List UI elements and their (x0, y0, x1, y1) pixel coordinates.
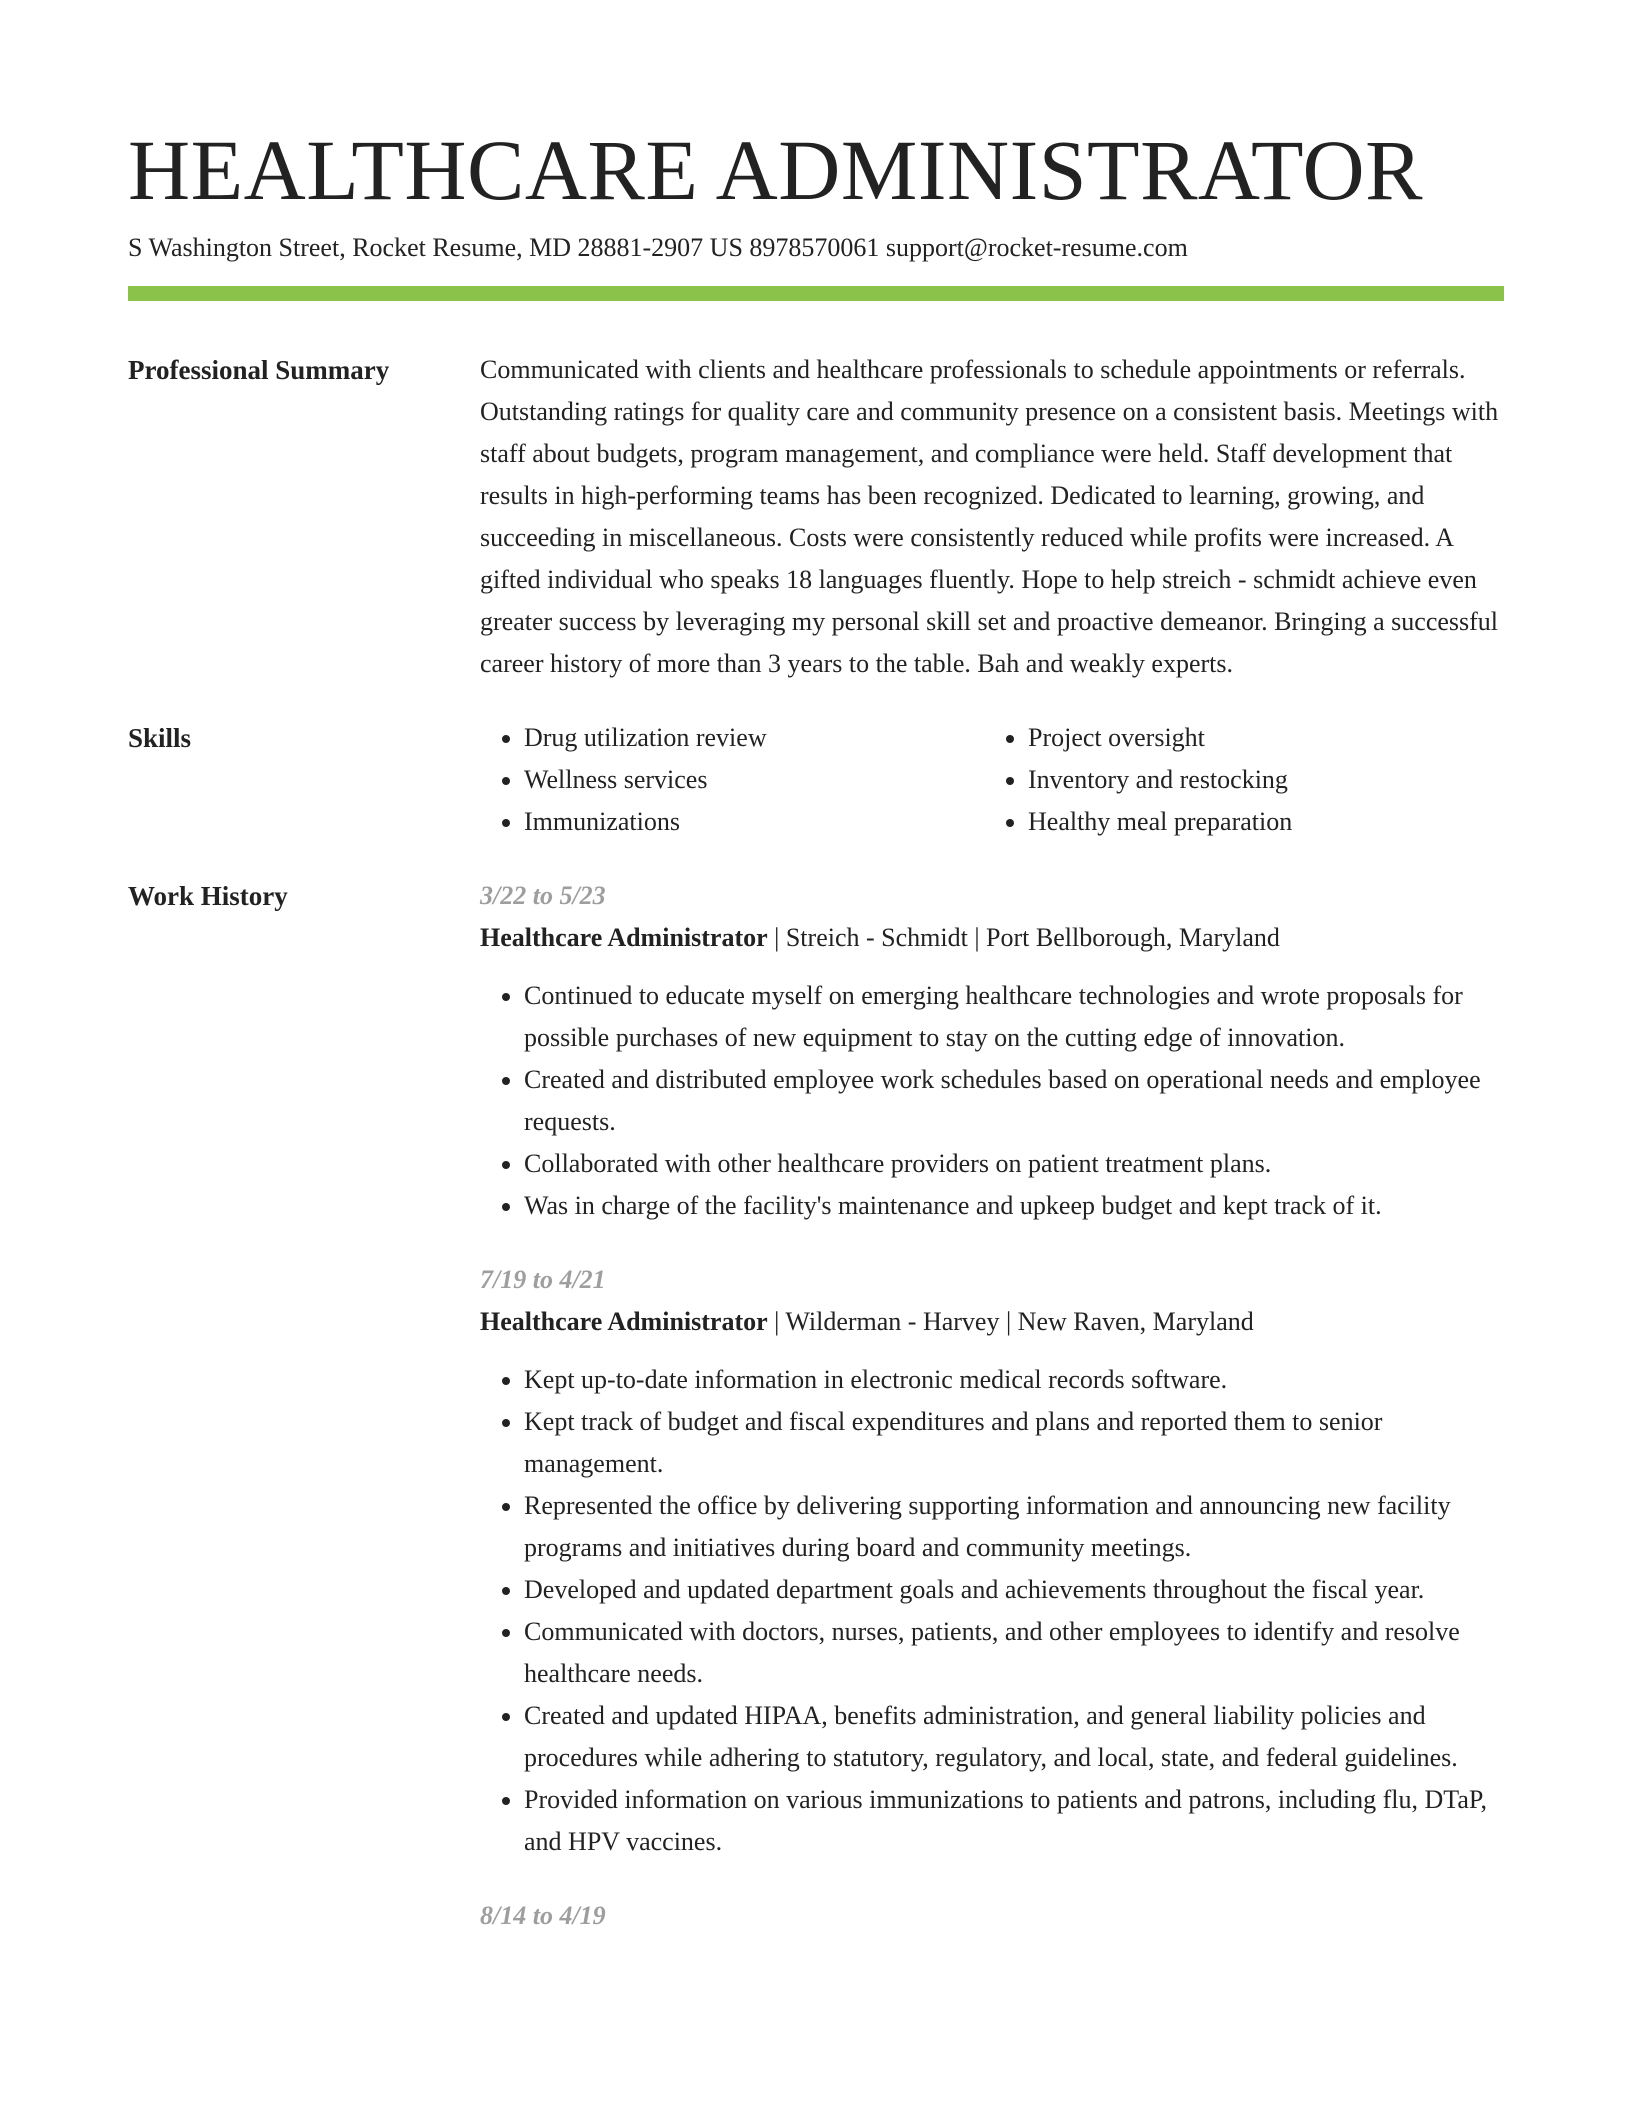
job-details: | Streich - Schmidt | Port Bellborough, Maryland (767, 923, 1280, 952)
job-entry (480, 1895, 1504, 1937)
job-bullet: • Developed and updated department goals and achievements throughout the fiscal year. (524, 1569, 1504, 1611)
contact-line: S Washington Street, Rocket Resume, MD 28881-2907 US 8978570061 support@rocket-resume.com (128, 233, 1188, 262)
job-bullet: • Communicated with doctors, nurses, patients, and other employees to identify and resolve healthcare needs. (524, 1611, 1504, 1695)
skills-grid (480, 717, 1504, 843)
resume-sections (128, 349, 1504, 1969)
skill-item: • Immunizations (524, 801, 984, 843)
job-dates: 7/19 to 4/21 (480, 1265, 606, 1294)
job-bullet: • Kept track of budget and fiscal expenditures and plans and reported them to senior management. (524, 1401, 1504, 1485)
job-bullet: • Created and updated HIPAA, benefits administration, and general liability policies and procedures while adhering to statutory, regulatory, and local, state, and federal guidelines. (524, 1695, 1504, 1779)
section-title: Skills (128, 723, 192, 753)
header-divider (128, 286, 1504, 301)
job-bullet: • Kept up-to-date information in electronic medical records software. (524, 1359, 1504, 1401)
job-bullet: • Collaborated with other healthcare providers on patient treatment plans. (524, 1143, 1504, 1185)
professional-summary-section (128, 349, 1504, 685)
skill-item: • Healthy meal preparation (1028, 801, 1488, 843)
job-bullet: • Was in charge of the facility's maintenance and upkeep budget and kept track of it. (524, 1185, 1504, 1227)
skill-item: • Drug utilization review (524, 717, 984, 759)
work-history-section (128, 875, 1504, 1969)
job-bullet: • Created and distributed employee work schedules based on operational needs and employee requests. (524, 1059, 1504, 1143)
skill-item: • Wellness services (524, 759, 984, 801)
job-title: Healthcare Administrator (480, 1307, 768, 1336)
summary-text: Communicated with clients and healthcare professionals to schedule appointments or referrals. Outstanding ratings for quality care and community presence on a consistent basis. Meetings with staff about budgets, program management, and compliance were held. Staff development that results in high-performing teams has been recognized. Dedicated to learning, growing, and succeeding in miscellaneous. Costs were consistently reduced while profits were increased. A gifted individual who speaks 18 languages fluently. Hope to help streich - schmidt achieve even greater success by leveraging my personal skill set and proactive demeanor. Bringing a successful career history of more than 3 years to the table. Bah and weakly experts. (480, 355, 1499, 678)
job-bullets (480, 1359, 1504, 1863)
job-heading (480, 917, 1504, 959)
job-heading (480, 1301, 1504, 1343)
skills-left-column (480, 717, 984, 843)
job-bullet: • Continued to educate myself on emerging healthcare technologies and wrote proposals for possible purchases of new equipment to stay on the cutting edge of innovation. (524, 975, 1504, 1059)
section-title: Professional Summary (128, 355, 390, 385)
section-body (480, 875, 1504, 1969)
job-bullet: • Provided information on various immunizations to patients and patrons, including flu, DTaP, and HPV vaccines. (524, 1779, 1504, 1863)
job-dates: 3/22 to 5/23 (480, 881, 606, 910)
job-entry (480, 875, 1504, 1227)
job-title: Healthcare Administrator (480, 923, 768, 952)
job-details: | Wilderman - Harvey | New Raven, Maryland (767, 1307, 1254, 1336)
section-title: Work History (128, 881, 288, 911)
job-dates: 8/14 to 4/19 (480, 1901, 606, 1930)
section-body (480, 717, 1504, 843)
skills-right-column (984, 717, 1488, 843)
resume-name: HEALTHCARE ADMINISTRATOR (128, 122, 1423, 218)
job-entry (480, 1259, 1504, 1863)
job-bullet: • Represented the office by delivering supporting information and announcing new facility programs and initiatives during board and community meetings. (524, 1485, 1504, 1569)
job-bullets (480, 975, 1504, 1227)
skill-item: • Project oversight (1028, 717, 1488, 759)
skills-section (128, 717, 1504, 843)
skill-item: • Inventory and restocking (1028, 759, 1488, 801)
section-body (480, 349, 1504, 685)
